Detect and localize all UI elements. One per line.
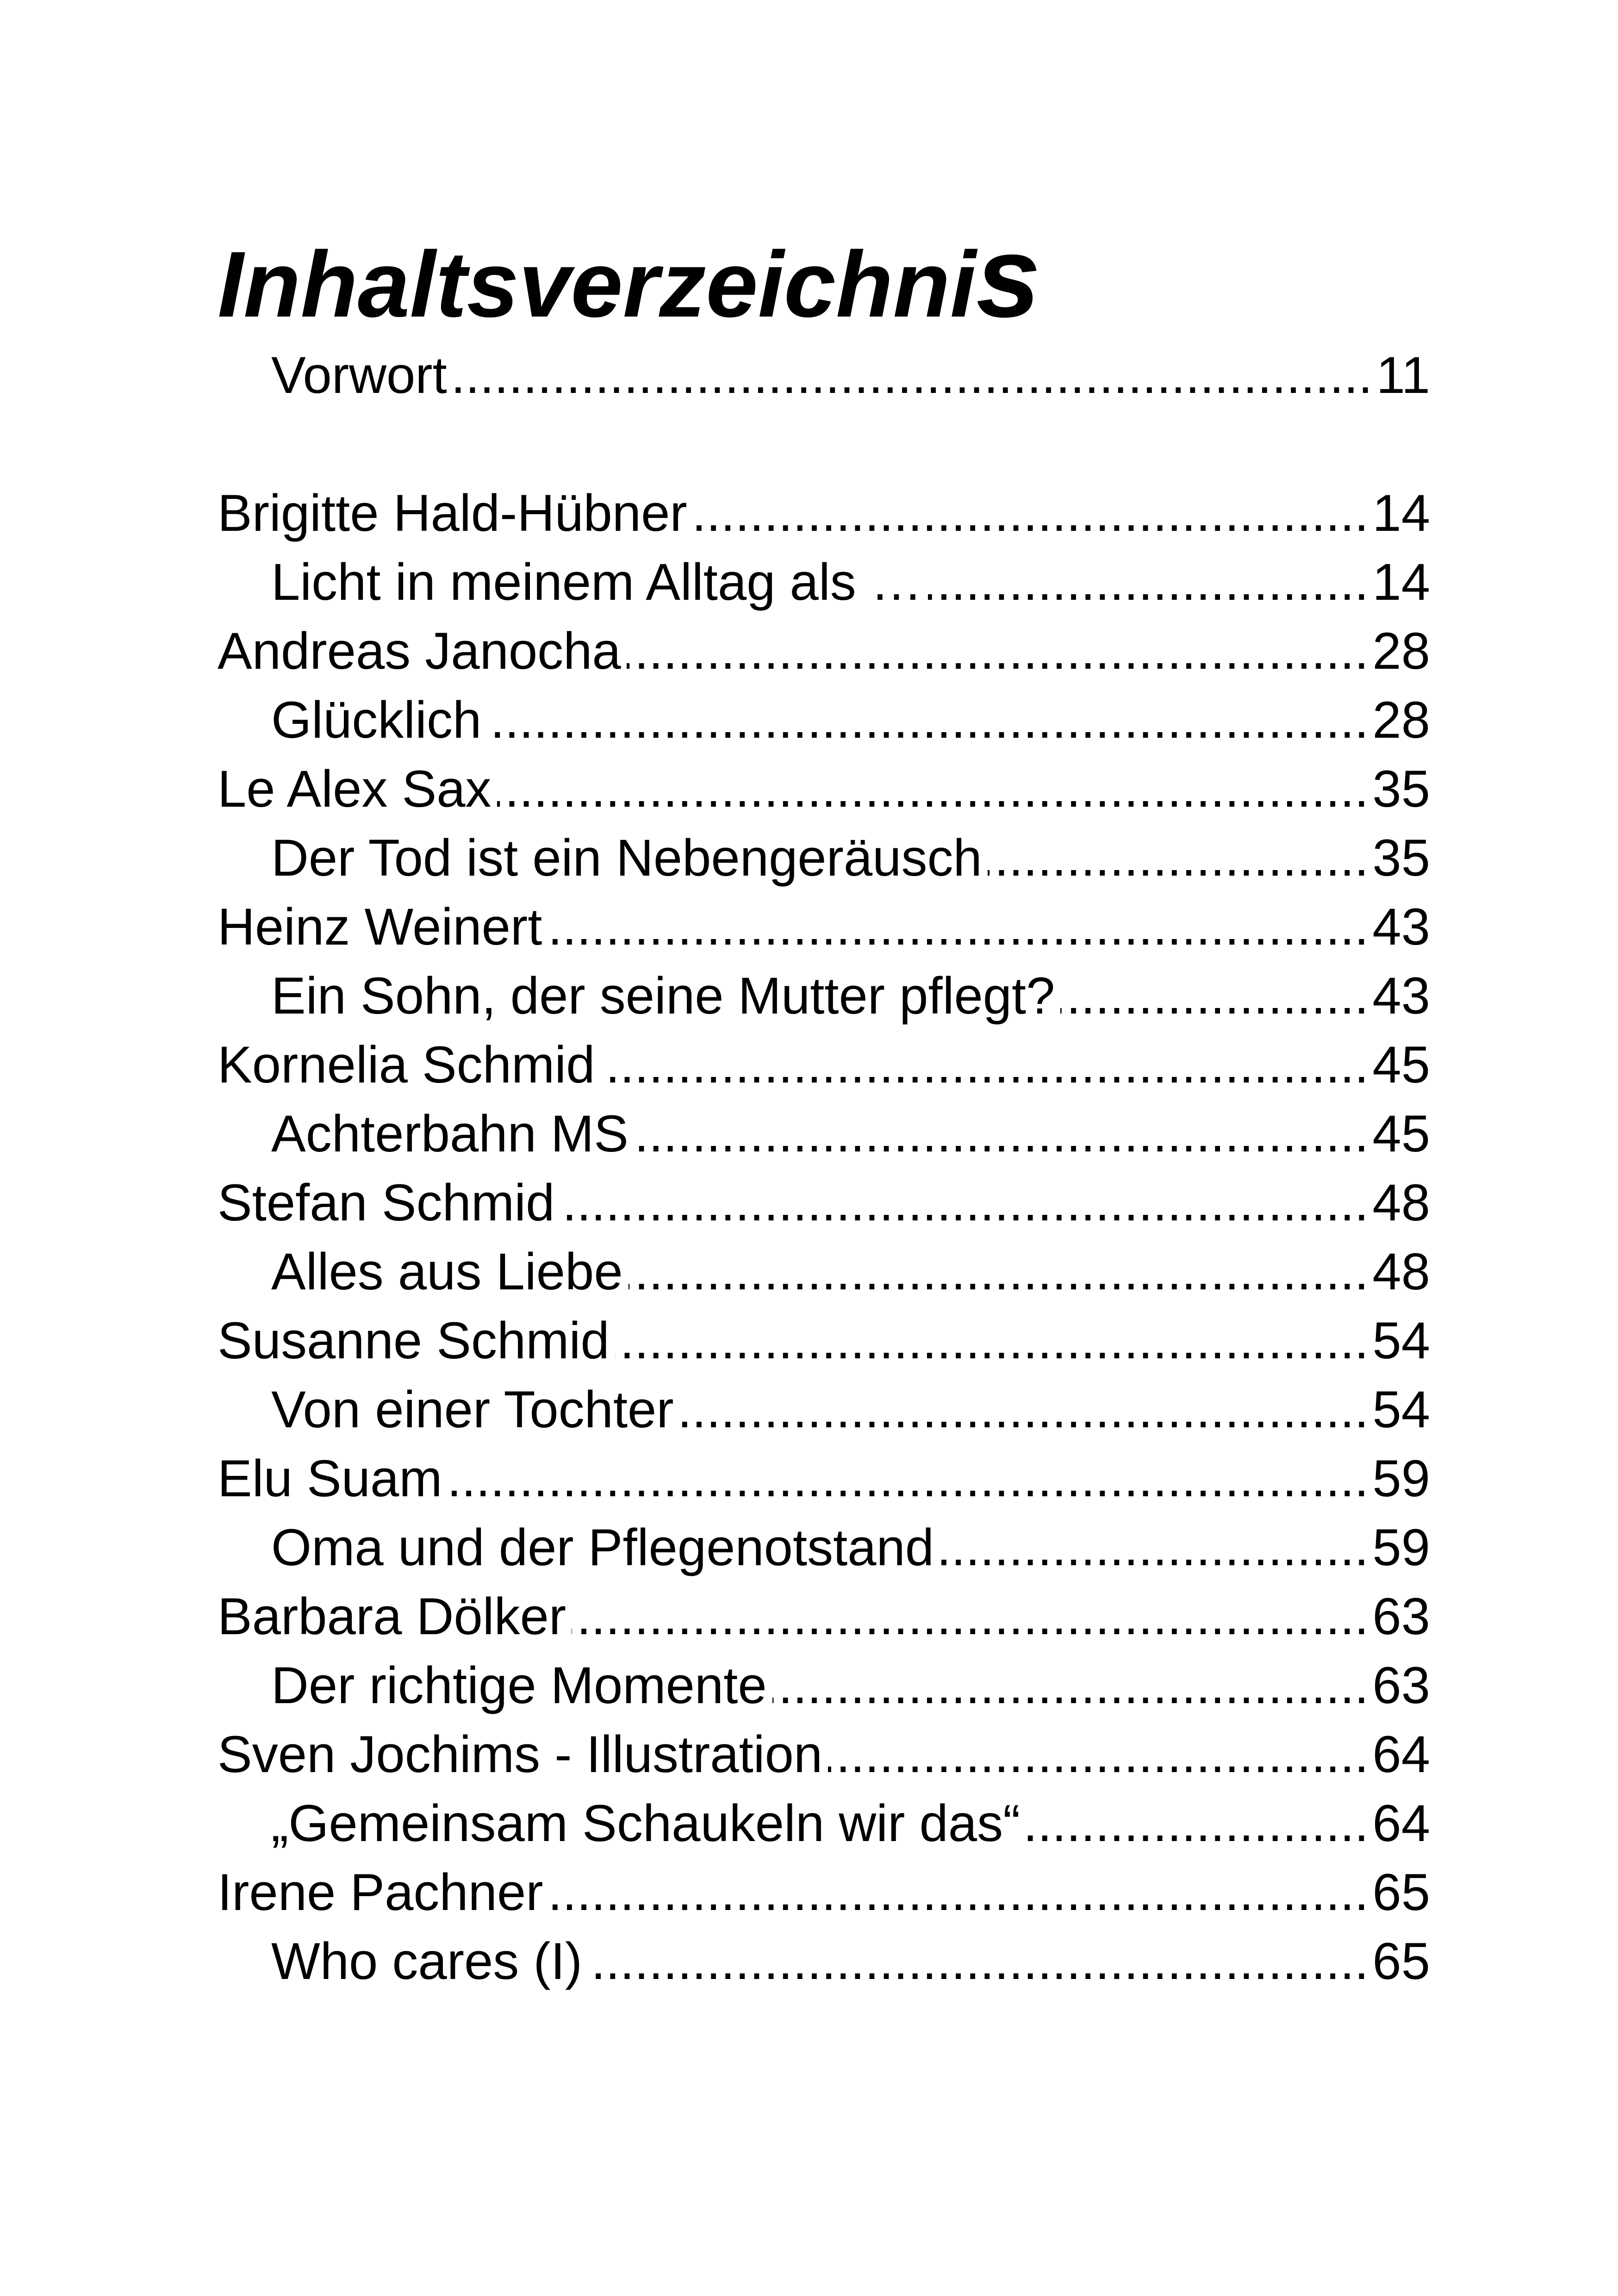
- toc-entry: [218, 1789, 1430, 1858]
- toc-entry: [218, 1651, 1430, 1720]
- toc-dot-leader: [453, 341, 1373, 410]
- toc-entry-page-number: 14: [1372, 553, 1430, 611]
- toc-entry-label: Irene Pachner: [218, 1863, 543, 1921]
- page-title-main: Inhaltsverzeichni: [218, 232, 976, 336]
- toc-entry-label: „Gemeinsam Schaukeln wir das“: [271, 1794, 1021, 1852]
- toc-entry: [218, 1306, 1430, 1375]
- toc-entry-label: Who cares (I): [271, 1932, 583, 1990]
- toc-entry-page-number: 43: [1372, 898, 1430, 956]
- toc-entry-label: Der richtige Momente: [271, 1656, 767, 1714]
- toc-entry-label: Kornelia Schmid: [218, 1036, 595, 1094]
- toc-dot-leader: [988, 823, 1369, 892]
- toc-dot-leader: [560, 1168, 1369, 1237]
- toc-entry-label: Licht in meinem Alltag als …: [271, 553, 922, 611]
- toc-dot-leader: [1060, 961, 1369, 1030]
- toc-dot-leader: [772, 1651, 1369, 1720]
- toc-entry-label: Heinz Weinert: [218, 898, 542, 956]
- toc-entry-label: Sven Jochims - Illustration: [218, 1725, 823, 1783]
- toc-entry-label: Von einer Tochter: [271, 1381, 674, 1438]
- toc-entry-page-number: 35: [1372, 760, 1430, 818]
- toc-entry: [218, 616, 1430, 685]
- toc-dot-leader: [448, 1444, 1369, 1513]
- toc-entry-page-number: 14: [1372, 484, 1430, 542]
- toc-entry-label: Susanne Schmid: [218, 1312, 610, 1369]
- toc-list: [218, 341, 1430, 1996]
- toc-entry-label: Ein Sohn, der seine Mutter pflegt?: [271, 967, 1055, 1025]
- toc-entry-label: Oma und der Pflegenotstand: [271, 1518, 934, 1576]
- toc-dot-leader: [693, 479, 1369, 548]
- toc-entry-label: Glücklich: [271, 691, 482, 749]
- toc-entry-page-number: 59: [1372, 1518, 1430, 1576]
- toc-entry: [218, 754, 1430, 823]
- toc-entry-label: Vorwort: [271, 346, 447, 404]
- toc-entry-page-number: 48: [1372, 1243, 1430, 1300]
- toc-entry: [218, 1858, 1430, 1927]
- toc-entry: [218, 341, 1430, 410]
- toc-entry-page-number: 48: [1372, 1174, 1430, 1232]
- toc-entry: [218, 1444, 1430, 1513]
- toc-entry-label: Barbara Dölker: [218, 1587, 566, 1645]
- toc-entry-page-number: 63: [1372, 1656, 1430, 1714]
- toc-entry: [218, 1168, 1430, 1237]
- toc-dot-leader: [601, 1030, 1369, 1099]
- toc-entry: [218, 892, 1430, 961]
- toc-entry: [218, 548, 1430, 616]
- toc-entry-page-number: 28: [1372, 622, 1430, 680]
- toc-entry-label: Brigitte Hald-Hübner: [218, 484, 687, 542]
- toc-entry: [218, 961, 1430, 1030]
- toc-entry: [218, 685, 1430, 754]
- toc-dot-leader: [548, 892, 1369, 961]
- toc-entry-page-number: 45: [1372, 1105, 1430, 1163]
- toc-entry-label: Achterbahn MS: [271, 1105, 629, 1163]
- toc-entry: [218, 823, 1430, 892]
- toc-entry-label: Elu Suam: [218, 1450, 442, 1507]
- toc-entry-page-number: 54: [1372, 1381, 1430, 1438]
- toc-dot-leader: [679, 1375, 1369, 1444]
- toc-entry-page-number: 64: [1372, 1725, 1430, 1783]
- toc-dot-leader: [828, 1720, 1369, 1789]
- toc-entry-page-number: 65: [1372, 1932, 1430, 1990]
- toc-entry-page-number: 35: [1372, 829, 1430, 887]
- toc-entry-label: Stefan Schmid: [218, 1174, 555, 1232]
- toc-dot-leader: [549, 1858, 1369, 1927]
- toc-dot-leader: [940, 1513, 1369, 1582]
- toc-entry: [218, 1030, 1430, 1099]
- toc-entry-page-number: 63: [1372, 1587, 1430, 1645]
- toc-entry-label: Der Tod ist ein Nebengeräusch: [271, 829, 982, 887]
- toc-entry: [218, 1927, 1430, 1996]
- page-title: [218, 212, 1041, 341]
- toc-entry-page-number: 45: [1372, 1036, 1430, 1094]
- toc-dot-leader: [1026, 1789, 1369, 1858]
- toc-entry: [218, 1582, 1430, 1651]
- toc-dot-leader: [634, 1099, 1369, 1168]
- toc-entry-page-number: 54: [1372, 1312, 1430, 1369]
- toc-dot-leader: [487, 685, 1369, 754]
- toc-dot-leader: [497, 754, 1369, 823]
- toc-dot-leader: [928, 548, 1369, 616]
- toc-dot-leader: [615, 1306, 1369, 1375]
- page-title-last-letter: s: [976, 212, 1041, 341]
- toc-entry: [218, 1513, 1430, 1582]
- toc-entry: [218, 479, 1430, 548]
- toc-entry-page-number: 28: [1372, 691, 1430, 749]
- toc-entry: [218, 1099, 1430, 1168]
- toc-dot-leader: [588, 1927, 1369, 1996]
- toc-entry: [218, 1237, 1430, 1306]
- toc-entry-label: Alles aus Liebe: [271, 1243, 623, 1300]
- toc-dot-leader: [627, 616, 1369, 685]
- toc-entry-page-number: 65: [1372, 1863, 1430, 1921]
- toc-entry-page-number: 64: [1372, 1794, 1430, 1852]
- toc-entry-page-number: 11: [1376, 346, 1430, 404]
- toc-entry-label: Andreas Janocha: [218, 622, 621, 680]
- toc-entry: [218, 1720, 1430, 1789]
- toc-dot-leader: [572, 1582, 1369, 1651]
- toc-entry-page-number: 43: [1372, 967, 1430, 1025]
- toc-entry: [218, 1375, 1430, 1444]
- toc-dot-leader: [629, 1237, 1369, 1306]
- toc-entry-label: Le Alex Sax: [218, 760, 492, 818]
- toc-entry-page-number: 59: [1372, 1450, 1430, 1507]
